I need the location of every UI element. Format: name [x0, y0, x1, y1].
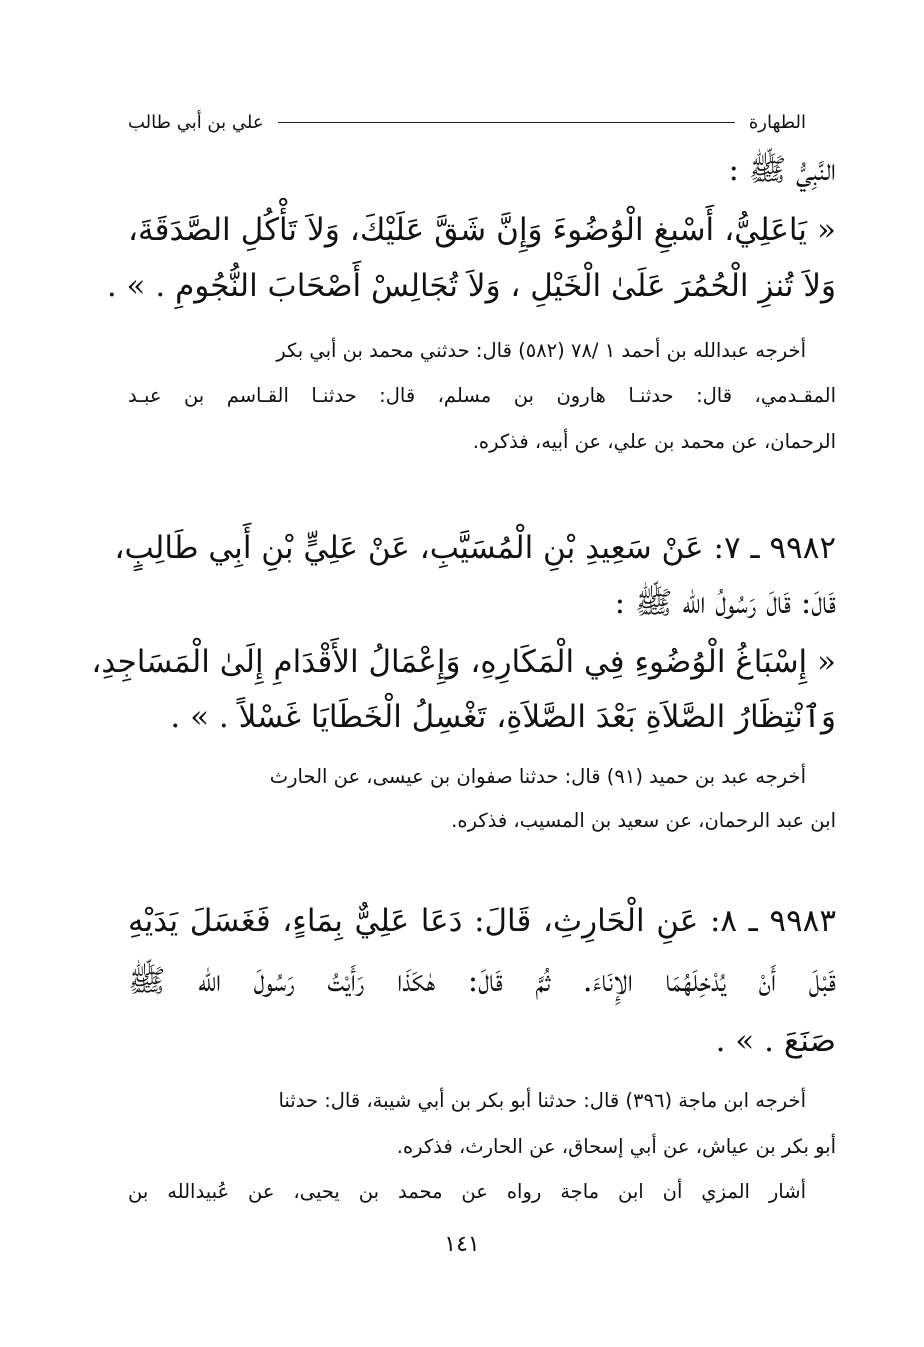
takhrij-line: الرحمان، عن محمد بن علي، عن أبيه، فذكره.	[472, 430, 836, 453]
takhrij-line: المقـدمي، قال: حدثنـا هارون بن مسلم، قال: حدثنـا القـاسم بن عبـد	[128, 384, 836, 407]
page-number: ١٤١	[444, 1232, 480, 1257]
hadith-text-line: قَبْلَ أَنْ يُدْخِلَهُمَا الإِنَاءَ. ثُمَّ قَالَ: هٰكَذَا رَأَيْتُ رَسُولَ الله ﷺ	[128, 963, 836, 999]
hadith-text-line: صَنَعَ . » .	[715, 1023, 836, 1059]
header-rule	[278, 122, 735, 123]
hadith-text-line: قَالَ: قَالَ رَسُولُ الله ﷺ :	[614, 585, 836, 621]
header-narrator: علي بن أبي طالب	[128, 112, 264, 133]
running-header	[128, 112, 806, 133]
hadith-text-line: وَلاَ تُنزِ الْحُمُرَ عَلَىٰ الْخَيْلِ ، وَلاَ تُجَالِسْ أَصْحَابَ النُّجُومِ . » .	[106, 268, 836, 304]
takhrij-line: أخرجه عبد بن حميد (٩١) قال: حدثنا صفوان بن عيسى، عن الحارث	[269, 765, 806, 788]
hadith-heading-line: ٩٩٨٣ ـ ٨: عَنِ الْحَارِثِ، قَالَ: دَعَا عَلِيٌّ بِمَاءٍ، فَغَسَلَ يَدَيْهِ	[128, 903, 836, 939]
takhrij-line: أشار المزي أن ابن ماجة رواه عن محمد بن يحيى، عن عُبيدالله بن	[128, 1180, 806, 1203]
takhrij-line: ابن عبد الرحمان، عن سعيد بن المسيب، فذكره.	[451, 809, 836, 832]
hadith-heading-line: ٩٩٨٢ ـ ٧: عَنْ سَعِيدِ بْنِ الْمُسَيَّبِ، عَنْ عَلِيٍّ بْنِ أَبِي طَالِبٍ،	[114, 530, 836, 566]
header-chapter: الطهارة	[748, 112, 806, 133]
takhrij-line: أخرجه عبدالله بن أحمد ١ /٧٨ (٥٨٢) قال: حدثني محمد بن أبي بكر	[276, 339, 806, 362]
takhrij-line: أبو بكر بن عياش، عن أبي إسحاق، عن الحارث، فذكره.	[396, 1135, 836, 1158]
hadith-text-line: وَٱنْتِظَارُ الصَّلاَةِ بَعْدَ الصَّلاَةِ، تَغْسِلُ الْخَطَايَا غَسْلاً . » .	[170, 699, 836, 735]
hadith-text-line: « يَاعَلِيُّ، أَسْبغِ الْوُضُوءَ وَإِنَّ شَقَّ عَلَيْكَ، وَلاَ تَأْكُلِ الصَّدَقَةَ،	[128, 212, 836, 248]
hadith-text-line: النَّبِيُّ ﷺ :	[728, 152, 836, 188]
takhrij-line: أخرجه ابن ماجة (٣٩٦) قال: حدثنا أبو بكر بن أبي شيبة، قال: حدثنا	[278, 1089, 806, 1112]
hadith-text-line: « إِسْبَاغُ الْوُضُوءِ فِي الْمَكَارِهِ، وَإِعْمَالُ الأَقْدَامِ إِلَىٰ الْمَسَاجِدِ،	[91, 644, 836, 680]
